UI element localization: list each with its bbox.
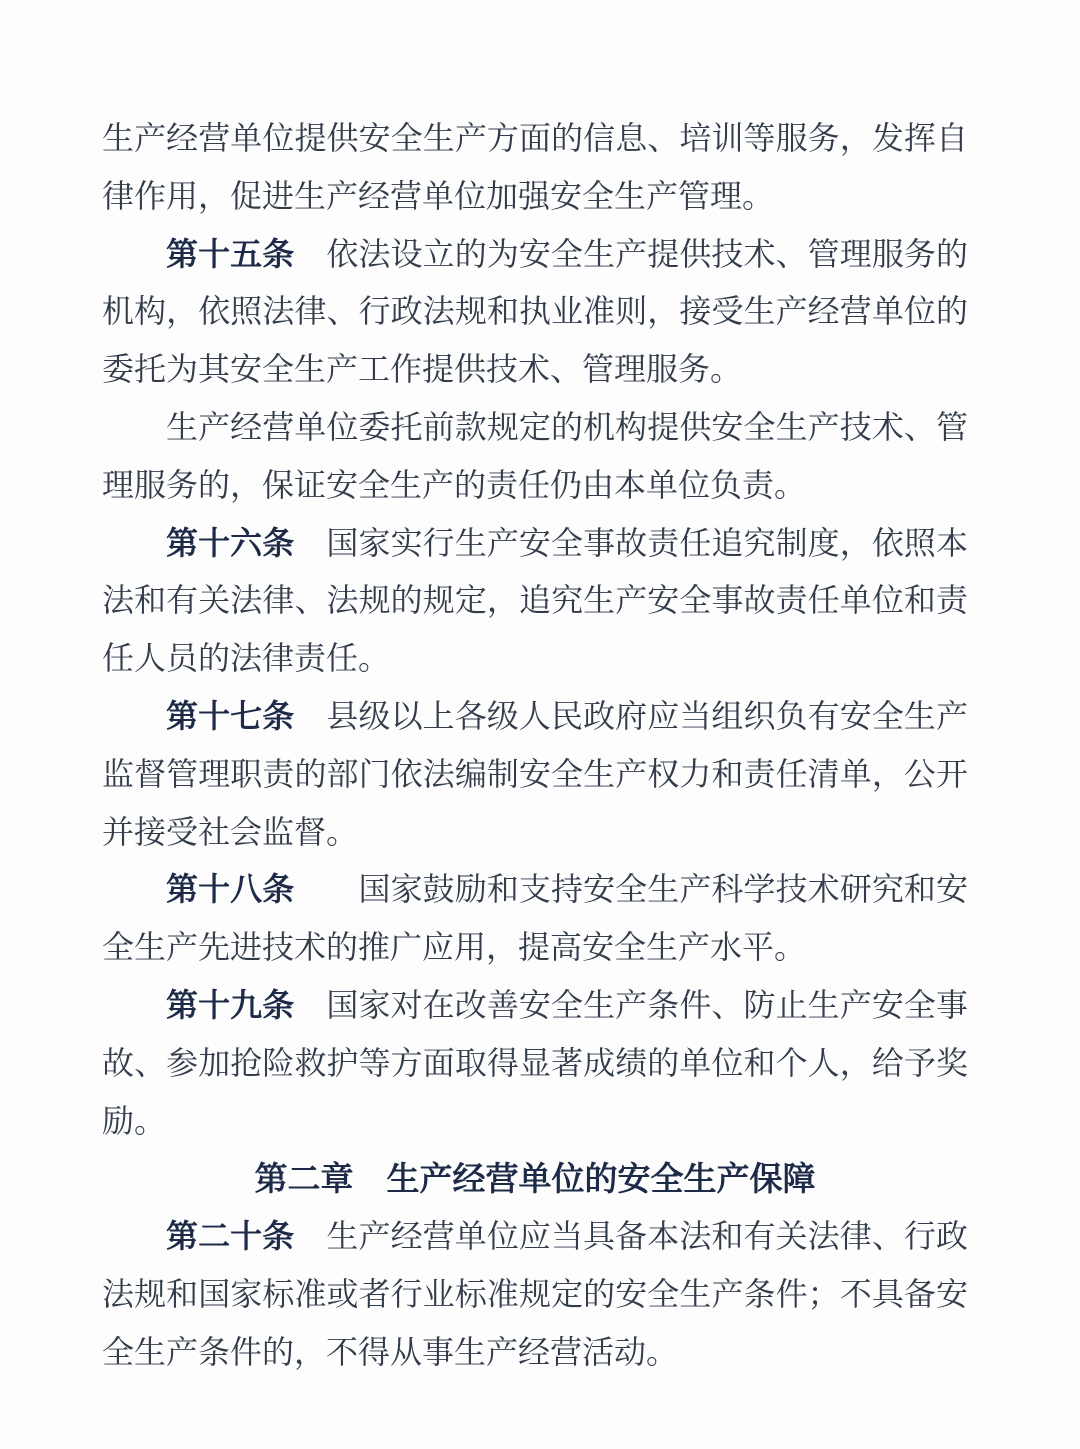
continued-paragraph: 生产经营单位提供安全生产方面的信息、培训等服务，发挥自律作用，促进生产经营单位加强安全生产管理。	[102, 120, 968, 214]
article-17-text: 县级以上各级人民政府应当组织负有安全生产监督管理职责的部门依法编制安全生产权力和责任清单，公开并接受社会监督。	[102, 697, 968, 850]
article-18-text: 国家鼓励和支持安全生产科学技术研究和安全生产先进技术的推广应用，提高安全生产水平。	[102, 871, 968, 966]
article-15-second-paragraph: 生产经营单位委托前款规定的机构提供安全生产技术、管理服务的，保证安全生产的责任仍由本单位负责。	[102, 408, 968, 503]
article-18-paragraph	[102, 861, 968, 977]
law-text-block	[102, 110, 968, 1382]
article-15-number: 第十五条	[166, 235, 295, 272]
chapter-2-heading	[102, 1150, 968, 1208]
article-19-number: 第十九条	[166, 986, 295, 1023]
article-16-number: 第十六条	[166, 524, 295, 561]
article-19-text: 国家对在改善安全生产条件、防止生产安全事故、参加抢险救护等方面取得显著成绩的单位和个人，给予奖励。	[102, 986, 968, 1139]
article-15-paragraph	[102, 226, 968, 399]
article-20-text: 生产经营单位应当具备本法和有关法律、行政法规和国家标准或者行业标准规定的安全生产条件；不具备安全生产条件的，不得从事生产经营活动。	[102, 1218, 968, 1370]
article-18-number: 第十八条	[166, 871, 295, 908]
article-19-paragraph	[102, 977, 968, 1150]
article-20-paragraph	[102, 1208, 968, 1381]
chapter-2-title: 生产经营单位的安全生产保障	[386, 1160, 816, 1198]
article-20-number: 第二十条	[166, 1218, 295, 1255]
article-17-number: 第十七条	[166, 697, 295, 734]
article-17-paragraph	[102, 688, 968, 861]
chapter-2-number: 第二章	[254, 1160, 354, 1198]
article-15-text: 依法设立的为安全生产提供技术、管理服务的机构，依照法律、行政法规和执业准则，接受生产经营单位的委托为其安全生产工作提供技术、管理服务。	[102, 235, 968, 388]
article-16-paragraph	[102, 515, 968, 688]
article-16-text: 国家实行生产安全事故责任追究制度，依照本法和有关法律、法规的规定，追究生产安全事故责任单位和责任人员的法律责任。	[102, 524, 968, 677]
